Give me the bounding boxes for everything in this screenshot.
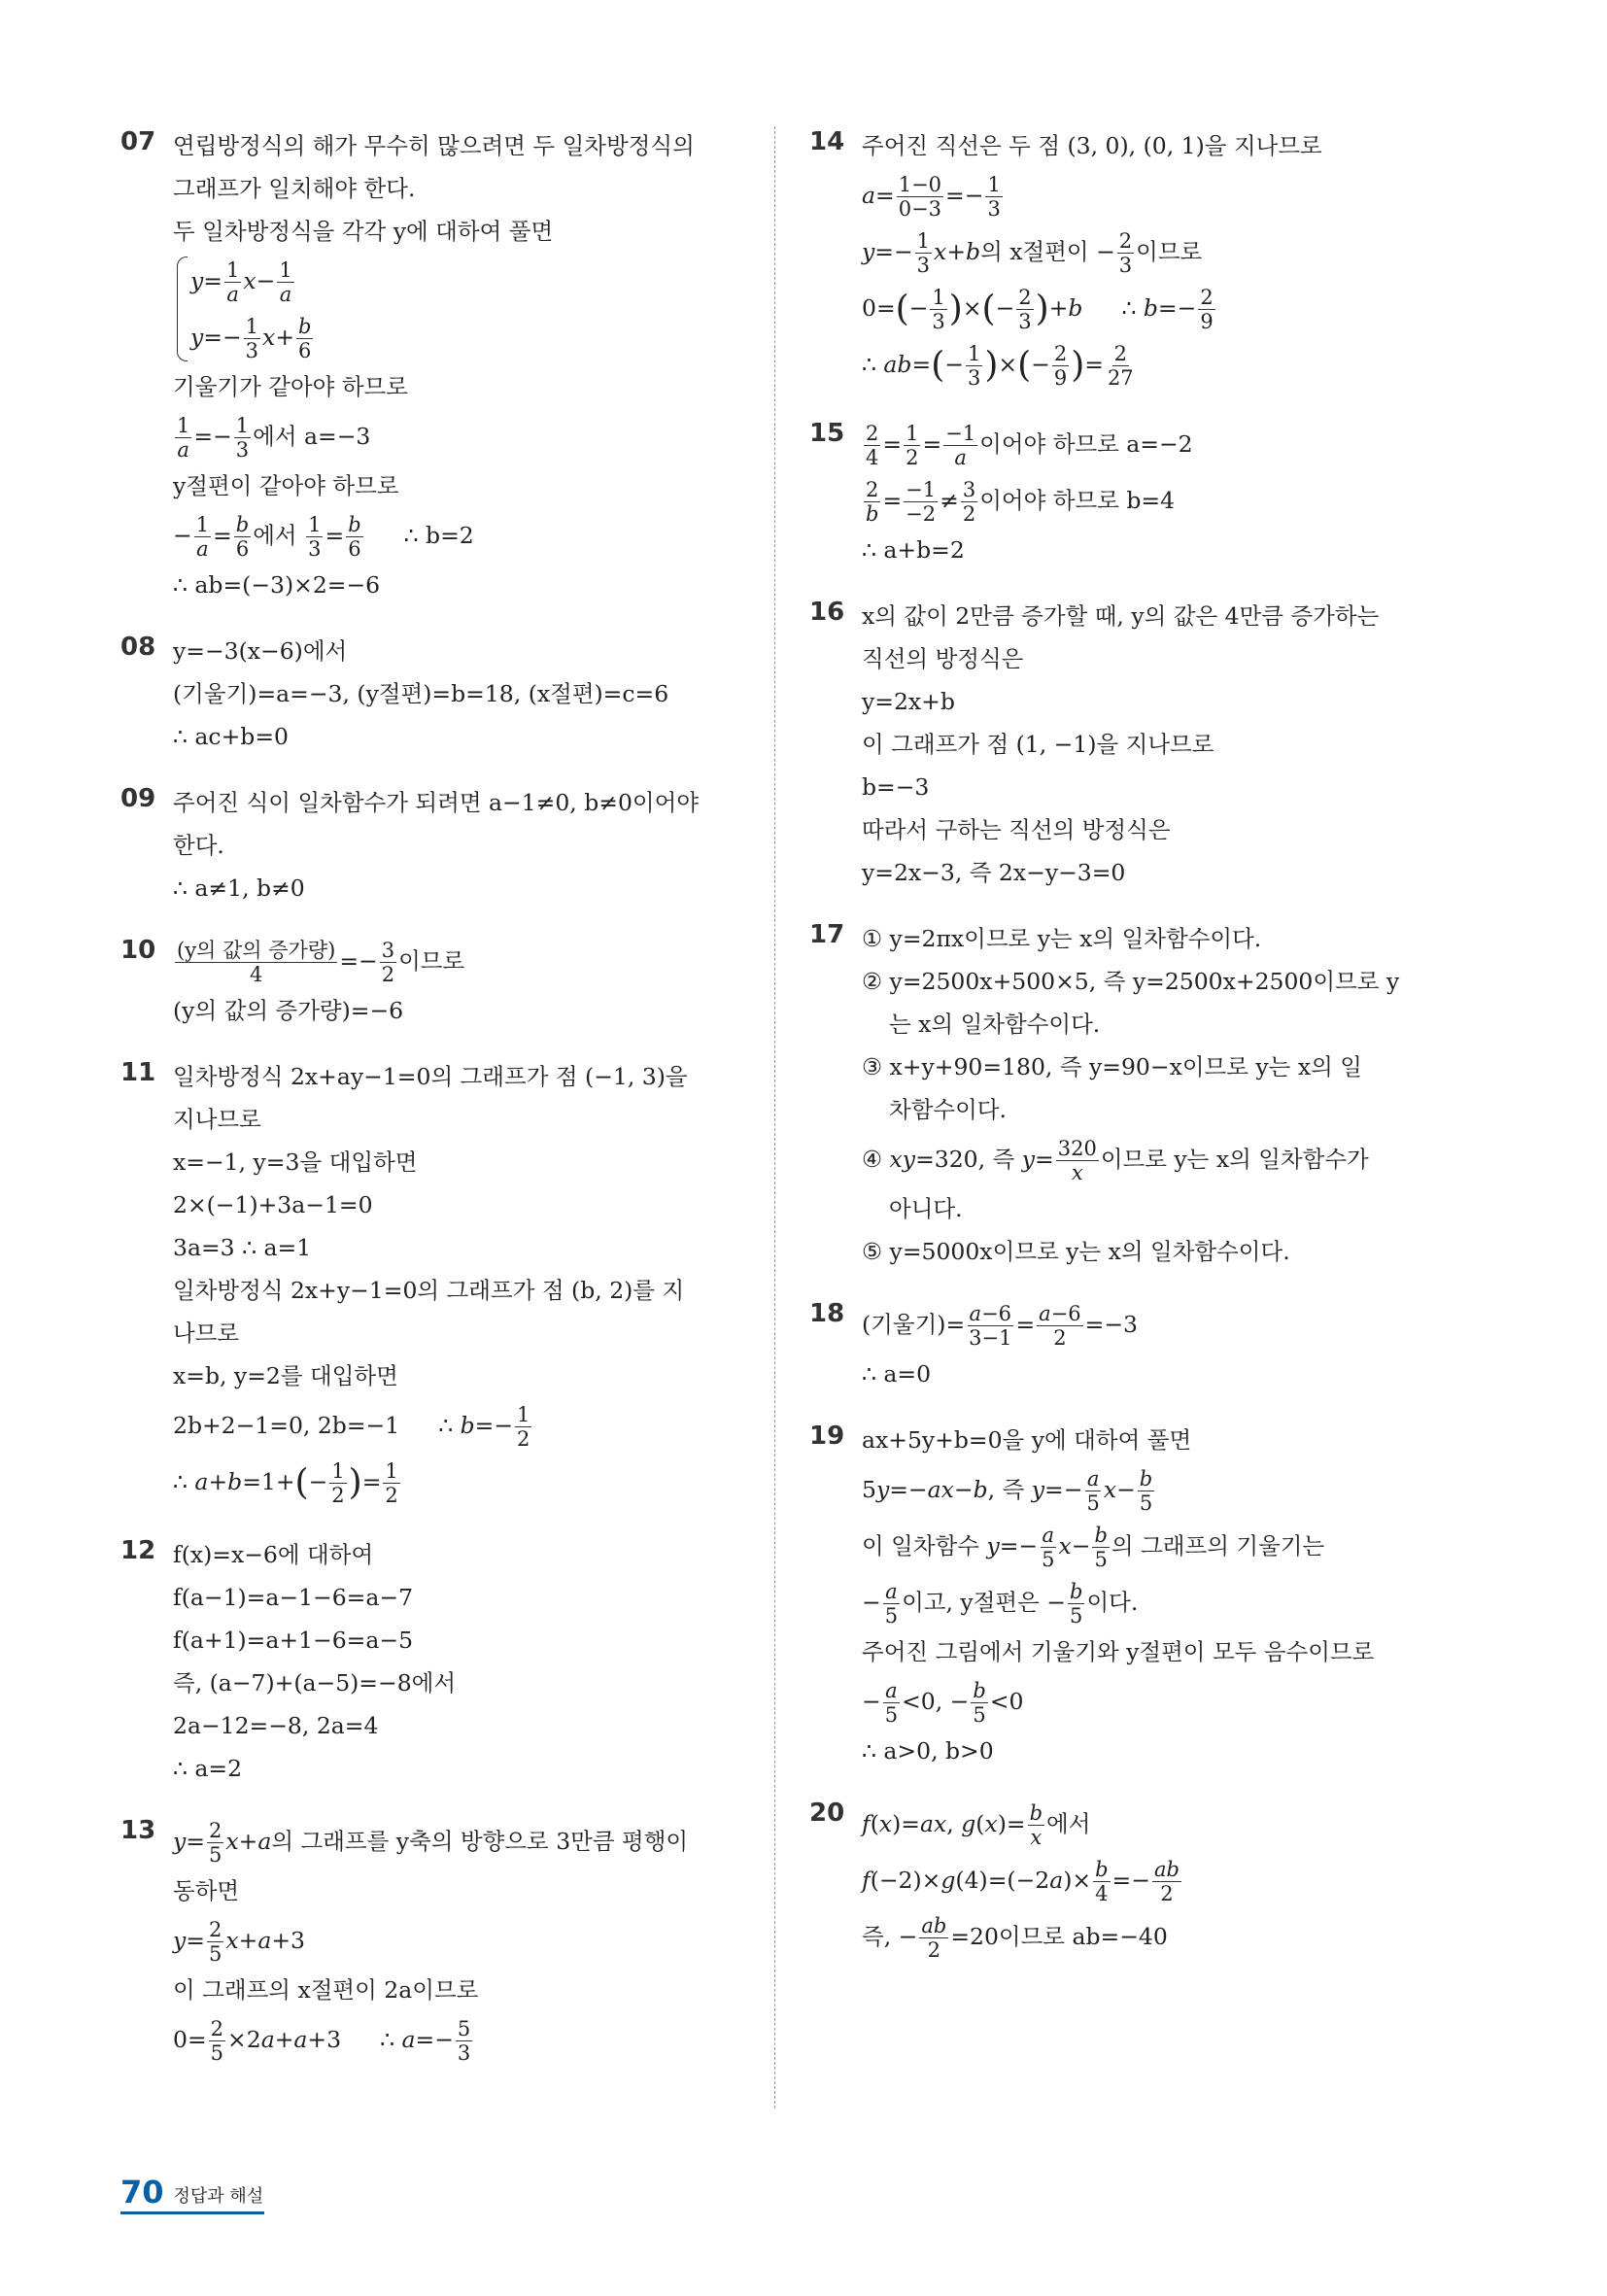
text-line: x=−1, y=3을 대입하면 xyxy=(173,1148,418,1176)
math-line: y=− $\frac{1}{3}$ x+b의 x절편이 − $\frac{2}{3}$ 이므로 xyxy=(862,229,1203,277)
text-line: f(a−1)=a−1−6=a−7 xyxy=(173,1584,414,1611)
math-line: 즉, − $\frac{ab}{2}$ =20이므로 ab=−40 xyxy=(862,1914,1168,1962)
text-line: b=−3 xyxy=(862,773,930,801)
solution-11 xyxy=(120,1055,742,1510)
math-line: f(x)=ax, g(x)= $\frac{b}{x}$ 에서 xyxy=(862,1801,1091,1849)
text-line: 그래프가 일치해야 한다. xyxy=(173,175,416,202)
problem-number: 07 xyxy=(120,127,156,156)
text-line: x의 값이 2만큼 증가할 때, y의 값은 4만큼 증가하는 xyxy=(862,602,1380,630)
problem-number: 16 xyxy=(809,598,845,627)
math-line: − $\frac{a}{5}$ 이고, y절편은 − $\frac{b}{5}$ 이다. xyxy=(862,1580,1139,1628)
text-line: ∴ a+b=2 xyxy=(862,536,965,564)
solution-08 xyxy=(120,630,742,758)
text-line: 직선의 방정식은 xyxy=(862,645,1024,672)
right-column xyxy=(809,124,1431,1988)
text-line: 지나므로 xyxy=(173,1106,261,1133)
solution-14 xyxy=(809,124,1431,393)
solution-12 xyxy=(120,1533,742,1790)
text-line: 연립방정식의 해가 무수히 많으려면 두 일차방정식의 xyxy=(173,132,695,159)
math-line: a= $\frac{1-0}{0-3}$ =− $\frac{1}{3}$ xyxy=(862,173,1001,221)
column-divider xyxy=(774,126,775,2108)
problem-number: 18 xyxy=(809,1299,845,1328)
text-line: ∴ a>0, b>0 xyxy=(862,1737,994,1765)
text-line: 3a=3 ∴ a=1 xyxy=(173,1234,312,1261)
page-footer xyxy=(120,2176,263,2208)
text-line: 이 그래프가 점 (1, −1)을 지나므로 xyxy=(862,731,1214,758)
math-line: 2b+2−1=0, 2b=−1 ∴ b=− $\frac{1}{2}$ xyxy=(173,1403,530,1451)
math-line: − $\frac{1}{a}$ = $\frac{b}{6}$ 에서 $\frac{1}{3}$ = $\frac{b}{6}$ ∴ b=2 xyxy=(173,513,474,561)
solution-07 xyxy=(120,124,742,606)
text-line: 주어진 그림에서 기울기와 y절편이 모두 음수이므로 xyxy=(862,1638,1375,1665)
text-line: y=−3(x−6)에서 xyxy=(173,637,348,665)
problem-number: 09 xyxy=(120,784,156,813)
solution-17 xyxy=(809,917,1431,1273)
section-label: 정답과 해설 xyxy=(173,2186,264,2207)
solution-10 xyxy=(120,933,742,1032)
footer-rule xyxy=(120,2211,264,2214)
text-line: 아니다. xyxy=(889,1195,963,1222)
text-line: 주어진 직선은 두 점 (3, 0), (0, 1)을 지나므로 xyxy=(862,132,1322,159)
text-line: ∴ a=0 xyxy=(862,1360,932,1388)
text-line: 일차방정식 2x+ay−1=0의 그래프가 점 (−1, 3)을 xyxy=(173,1063,688,1090)
text-line: (기울기)=a=−3, (y절편)=b=18, (x절편)=c=6 xyxy=(173,680,669,707)
problem-number: 17 xyxy=(809,920,845,949)
text-line: 2a−12=−8, 2a=4 xyxy=(173,1712,379,1739)
text-line: y절편이 같아야 하므로 xyxy=(173,472,399,499)
text-line: ∴ ab=(−3)×2=−6 xyxy=(173,571,381,599)
text-line: 차함수이다. xyxy=(889,1096,1007,1123)
math-line: y= $\frac{2}{5}$ x+a의 그래프를 y축의 방향으로 3만큼 평행이 xyxy=(173,1819,689,1867)
solution-20 xyxy=(809,1796,1431,1965)
text-line: f(x)=x−6에 대하여 xyxy=(173,1541,374,1568)
text-line: (y의 값의 증가량)=−6 xyxy=(173,997,404,1024)
math-line: − $\frac{a}{5}$ <0, − $\frac{b}{5}$ <0 xyxy=(862,1679,1024,1727)
brace: y= $\frac{1}{a}$ x− $\frac{1}{a}$ y=− $\frac{1}{3}$ x+ $\frac{b}{6}$ xyxy=(173,253,315,365)
text-line: ∴ a=2 xyxy=(173,1755,243,1782)
problem-number: 08 xyxy=(120,633,156,662)
text-line: 두 일차방정식을 각각 y에 대하여 풀면 xyxy=(173,218,554,245)
problem-number: 10 xyxy=(120,936,156,965)
text-line: x=b, y=2를 대입하면 xyxy=(173,1362,398,1389)
text-line: ∴ a≠1, b≠0 xyxy=(173,874,305,902)
text-line: 일차방정식 2x+y−1=0의 그래프가 점 (b, 2)를 지 xyxy=(173,1277,685,1304)
solution-09 xyxy=(120,781,742,909)
text-line: 나므로 xyxy=(173,1319,240,1347)
equation-system xyxy=(173,253,742,365)
problem-number: 19 xyxy=(809,1422,845,1451)
text-line: 즉, (a−7)+(a−5)=−8에서 xyxy=(173,1669,457,1696)
solution-19 xyxy=(809,1419,1431,1772)
text-line: 따라서 구하는 직선의 방정식은 xyxy=(862,816,1171,843)
text-line: ∴ ac+b=0 xyxy=(173,723,289,750)
text-line: 기울기가 같아야 하므로 xyxy=(173,373,408,400)
problem-number: 13 xyxy=(120,1816,156,1845)
math-line: ④ xy=320, 즉 y= $\frac{320}{x}$ 이므로 y는 x의 일차함수가 xyxy=(862,1137,1369,1184)
problem-number: 20 xyxy=(809,1799,845,1828)
math-line: 0=(− $\frac{1}{3}$ )×(− $\frac{2}{3}$ )+b ∴ b=− $\frac{2}{9}$ xyxy=(862,286,1214,333)
math-line: (기울기)= $\frac{a-6}{3-1}$ = $\frac{a-6}{2}$ =−3 xyxy=(862,1302,1139,1350)
math-line: ∴ a+b=1+(− $\frac{1}{2}$ )= $\frac{1}{2}$ xyxy=(173,1459,398,1507)
math-line: y= $\frac{2}{5}$ x+a+3 xyxy=(173,1918,305,1966)
page-number: 70 xyxy=(120,2174,164,2210)
text-line: 2×(−1)+3a−1=0 xyxy=(173,1191,373,1218)
math-line: $\frac{2}{b}$ = $\frac{-1}{-2}$ ≠ $\frac{3}{2}$ 이어야 하므로 b=4 xyxy=(866,478,1176,526)
math-line: ∴ ab=(− $\frac{1}{3}$ )×(− $\frac{2}{9}$ )= $\frac{2}{27}$ xyxy=(862,342,1134,390)
text-line: ② y=2500x+500×5, 즉 y=2500x+2500이므로 y xyxy=(862,968,1400,995)
math-line: 이 일차함수 y=− $\frac{a}{5}$ x− $\frac{b}{5}$ 의 그래프의 기울기는 xyxy=(862,1524,1325,1571)
solution-18 xyxy=(809,1296,1431,1395)
solution-15 xyxy=(809,416,1431,571)
text-line: 주어진 식이 일차함수가 되려면 a−1≠0, b≠0이어야 xyxy=(173,789,700,816)
problem-number: 12 xyxy=(120,1536,156,1565)
text-line: f(a+1)=a+1−6=a−5 xyxy=(173,1627,414,1654)
math-line: (y의 값의 증가량) 4 =− $\frac{3}{2}$ 이므로 xyxy=(177,939,465,986)
solution-13 xyxy=(120,1813,742,2068)
text-line: 는 x의 일차함수이다. xyxy=(889,1011,1101,1038)
text-line: 한다. xyxy=(173,832,224,859)
solution-16 xyxy=(809,595,1431,894)
text-line: ① y=2πx이므로 y는 x의 일차함수이다. xyxy=(862,925,1262,952)
left-column xyxy=(120,124,742,2091)
text-line: ax+5y+b=0을 y에 대하여 풀면 xyxy=(862,1426,1192,1454)
text-line: ③ x+y+90=180, 즉 y=90−x이므로 y는 x의 일 xyxy=(862,1053,1362,1080)
text-line: y=2x+b xyxy=(862,688,955,715)
problem-number: 15 xyxy=(809,419,845,448)
math-line: f(−2)×g(4)=(−2a)× $\frac{b}{4}$ =− $\frac{ab}{2}$ xyxy=(862,1858,1180,1905)
text-line: 이 그래프의 x절편이 2a이므로 xyxy=(173,1976,479,2004)
problem-number: 14 xyxy=(809,127,845,156)
math-line: $\frac{2}{4}$ = $\frac{1}{2}$ = $\frac{-1}{a}$ 이어야 하므로 a=−2 xyxy=(866,422,1193,469)
text-line: ⑤ y=5000x이므로 y는 x의 일차함수이다. xyxy=(862,1238,1290,1265)
text-line: 동하면 xyxy=(173,1877,240,1904)
math-line: $\frac{1}{a}$ =− $\frac{1}{3}$ 에서 a=−3 xyxy=(177,414,371,462)
math-line: 0= $\frac{2}{5}$ ×2a+a+3 ∴ a=− $\frac{5}{3}$ xyxy=(173,2017,471,2065)
problem-number: 11 xyxy=(120,1058,156,1087)
text-line: y=2x−3, 즉 2x−y−3=0 xyxy=(862,859,1126,886)
math-line: 5y=−ax−b, 즉 y=− $\frac{a}{5}$ x− $\frac{b}{5}$ xyxy=(862,1467,1153,1515)
